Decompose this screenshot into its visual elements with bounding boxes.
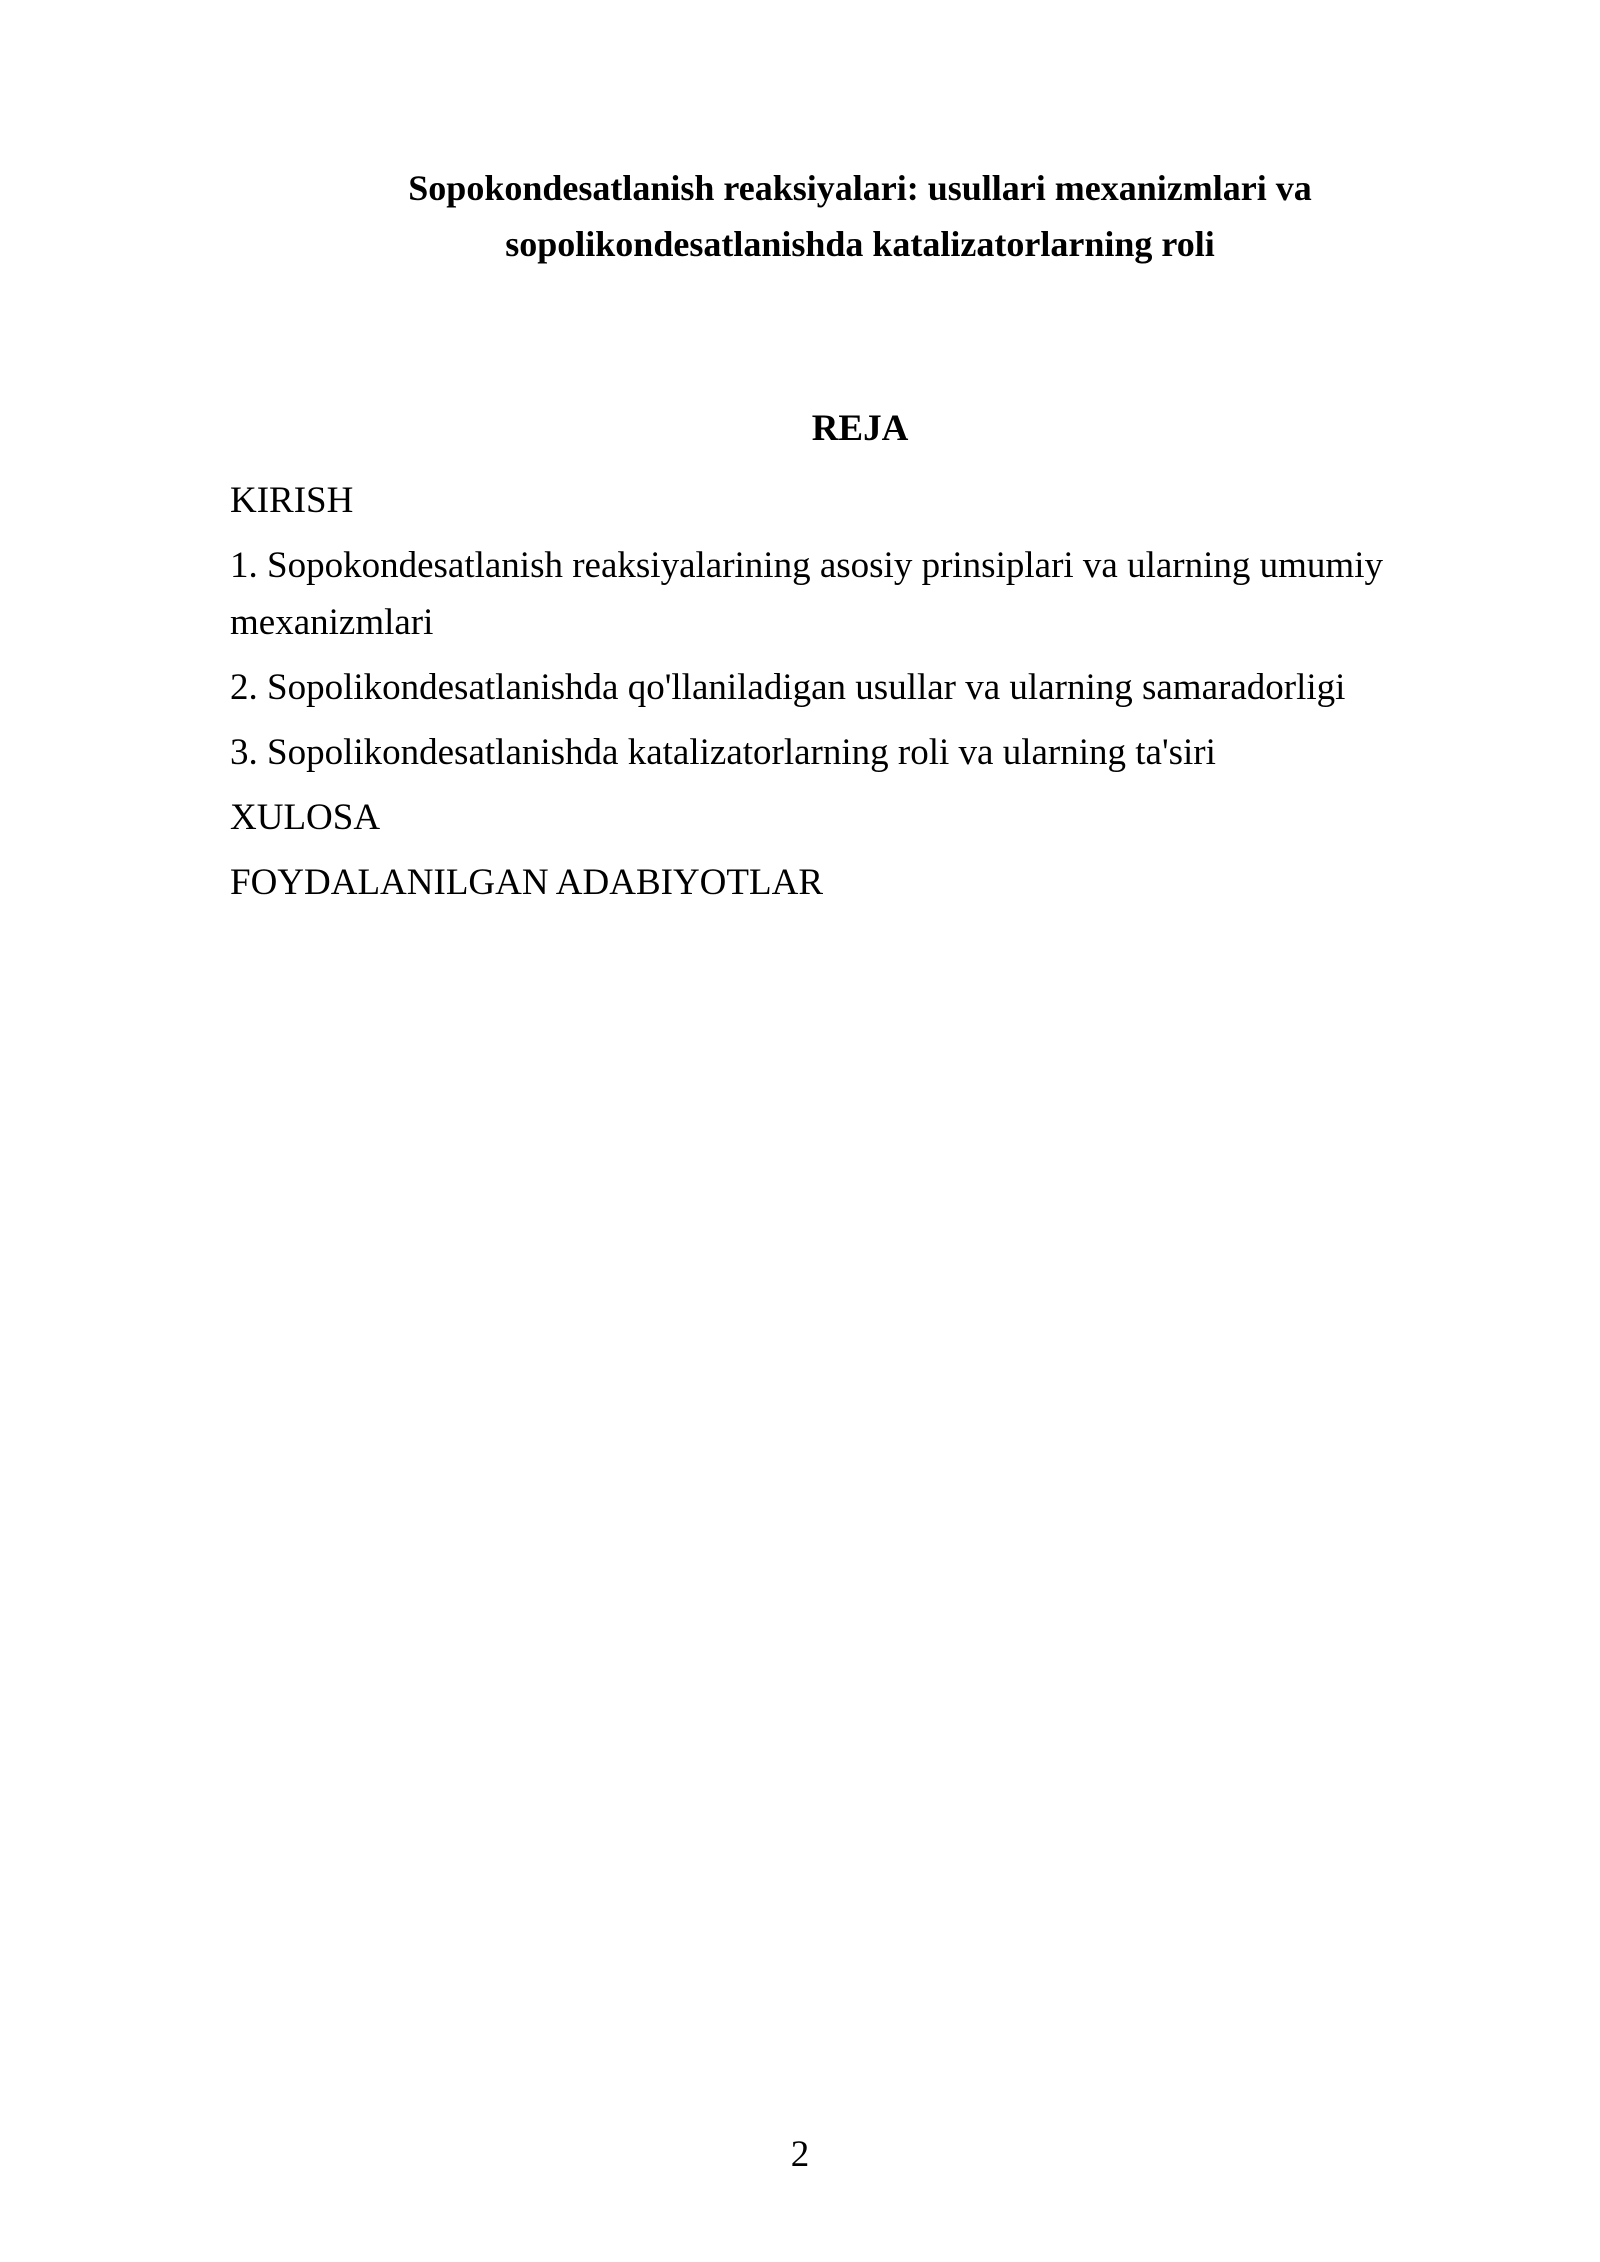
- toc-item-introduction: KIRISH: [230, 480, 354, 521]
- plan-heading: REJA: [811, 408, 909, 449]
- title-line-1: Sopokondesatlanish reaksiyalari: usullari mexanizmlari va: [408, 168, 1312, 208]
- toc-item-conclusion: XULOSA: [230, 797, 381, 838]
- toc-item-3: 3. Sopolikondesatlanishda katalizatorlarning roli va ularning ta'siri: [230, 732, 1216, 773]
- table-of-contents: [230, 472, 1430, 919]
- page-number: 2: [790, 2134, 810, 2175]
- toc-item-1: 1. Sopokondesatlanish reaksiyalarining asosiy prinsiplari va ularning umumiy mexanizmlari: [230, 545, 1383, 643]
- title-line-2: sopolikondesatlanishda katalizatorlarning roli: [505, 224, 1215, 264]
- toc-item-references: FOYDALANILGAN ADABIYOTLAR: [230, 862, 823, 903]
- toc-item-2: 2. Sopolikondesatlanishda qo'llaniladigan usullar va ularning samaradorligi: [230, 667, 1346, 708]
- document-title: [230, 160, 1490, 272]
